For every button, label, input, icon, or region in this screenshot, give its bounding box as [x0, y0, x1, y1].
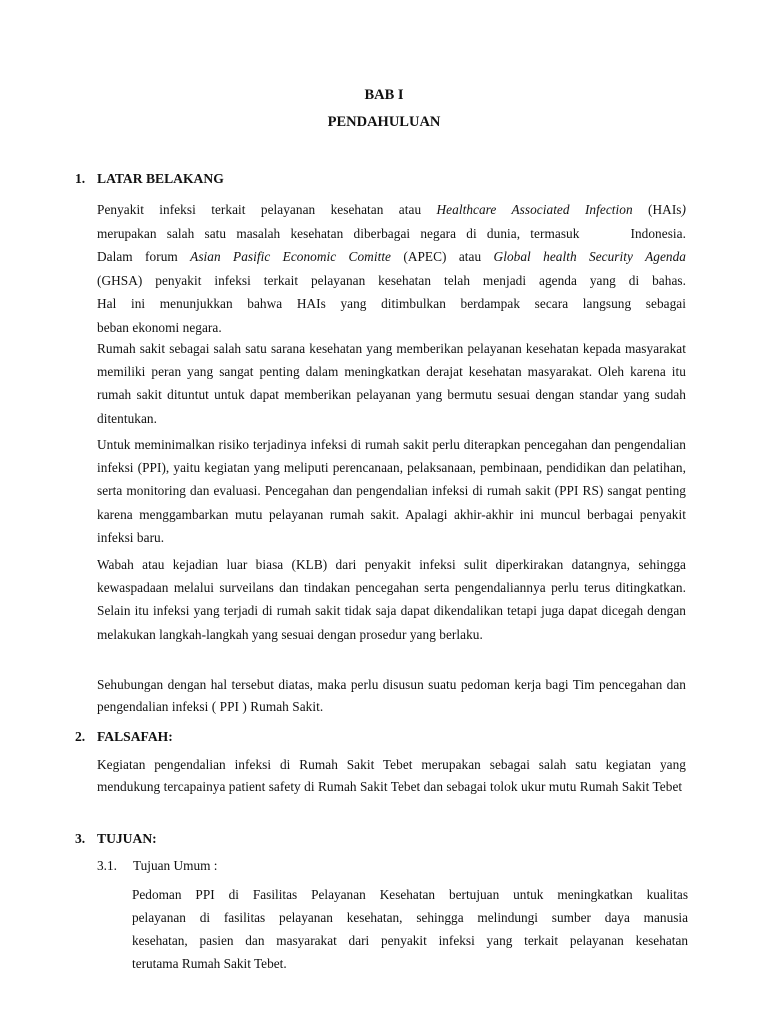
sub-line-2: pelayanan di fasilitas pelayanan kesehatan, sehingga melindungi sumber daya manusia — [132, 910, 688, 925]
sub-line-3: kesehatan, pasien dan masyarakat dari penyakit infeksi yang terkait pelayanan kesehatan — [132, 933, 688, 948]
subsection-3-1-heading — [97, 858, 217, 874]
p1-line-4: (GHSA) penyakit infeksi terkait pelayanan kesehatan telah menjadi agenda yang di bahas. — [97, 272, 686, 288]
section-1-paragraph-3: Untuk meminimalkan risiko terjadinya infeksi di rumah sakit perlu diterapkan pencegahan dan pengendalian infeksi (PPI), yaitu kegiatan yang meliputi perencanaan, pelaksanaan, pembinaan, pendidikan dan pelatihan, serta monitoring dan evaluasi. Pencegahan dan pengendalian infeksi di rumah sakit (PPI RS) sangat penting karena menggambarkan mutu pelayanan rumah sakit. Apalagi akhir-akhir ini muncul berbagai penyakit infeksi baru. — [97, 437, 686, 545]
p1-line-1-italic-c: ) — [681, 202, 687, 217]
p1-line-2: merupakan salah satu masalah kesehatan diberbagai negara di dunia, termasuk Indonesia. — [97, 225, 686, 241]
section-3-heading — [75, 831, 157, 847]
p1-line-3-text: Dalam forum — [97, 249, 191, 264]
section-1-paragraph-2: Rumah sakit sebagai salah satu sarana kesehatan yang memberikan pelayanan kesehatan kepada masyarakat memiliki peran yang sangat penting dalam meningkatkan derajat kesehatan masyarakat. Oleh karena itu rumah sakit dituntut untuk dapat memberikan pelayanan yang bermutu sesuai dengan standar yang sudah ditentukan. — [97, 341, 686, 426]
p1-line-1-text: Penyakit infeksi terkait pelayanan kesehatan atau — [97, 202, 437, 217]
section-3-number: 3. — [75, 831, 86, 846]
p1-line-1-text-b: (HAIs — [632, 202, 682, 217]
p1-line-1 — [97, 198, 686, 222]
section-1-title: LATAR BELAKANG — [97, 171, 224, 186]
p1-line-3 — [97, 245, 686, 269]
section-1-paragraph-1 — [97, 198, 686, 339]
chapter-title: PENDAHULUAN — [327, 114, 441, 130]
section-2-title: FALSAFAH: — [97, 729, 173, 744]
subsection-3-1-paragraph — [132, 883, 688, 975]
chapter-number: BAB I — [364, 87, 404, 103]
p1-line-5: Hal ini menunjukkan bahwa HAIs yang ditimbulkan berdampak secara langsung sebagai — [97, 296, 686, 311]
p1-line-3-italic-2: Global health Security Agenda — [493, 249, 686, 264]
section-1-heading — [75, 171, 224, 187]
section-2-paragraph-1: Kegiatan pengendalian infeksi di Rumah Sakit Tebet merupakan sebagai salah satu kegiatan yang mendukung tercapainya patient safety di Rumah Sakit Tebet dan sebagai tolok ukur mutu Rumah Sakit Tebet — [97, 757, 686, 795]
section-2-number: 2. — [75, 729, 86, 744]
sub-line-4: terutama Rumah Sakit Tebet. — [132, 956, 287, 971]
section-1-number: 1. — [75, 171, 86, 186]
p1-line-3-text-b: (APEC) atau — [391, 249, 494, 264]
subsection-3-1-number: 3.1. — [97, 858, 117, 873]
p1-line-3-italic-1: Asian Pasific Economic Comitte — [190, 249, 392, 264]
p1-line-6: beban ekonomi negara. — [97, 319, 222, 335]
section-3-title: TUJUAN: — [97, 831, 157, 846]
section-2-heading — [75, 729, 173, 745]
section-1-paragraph-5: Sehubungan dengan hal tersebut diatas, maka perlu disusun suatu pedoman kerja bagi Tim pencegahan dan pengendalian infeksi ( PPI ) Rumah Sakit. — [97, 677, 686, 715]
subsection-3-1-label: Tujuan Umum : — [133, 858, 218, 873]
p1-line-1-italic: Healthcare Associated Infection — [436, 202, 633, 217]
section-1-paragraph-4: Wabah atau kejadian luar biasa (KLB) dari penyakit infeksi sulit diperkirakan datangnya, sehingga kewaspadaan melalui surveilans dan tindakan pencegahan serta pengendaliannya perlu terus ditingkatkan. Selain itu infeksi yang terjadi di rumah sakit tidak saja dapat dikendalikan tetapi juga dapat dicegah dengan melakukan langkah-langkah yang sesuai dengan prosedur yang berlaku. — [97, 557, 686, 642]
sub-line-1: Pedoman PPI di Fasilitas Pelayanan Kesehatan bertujuan untuk meningkatkan kualitas — [132, 887, 688, 902]
